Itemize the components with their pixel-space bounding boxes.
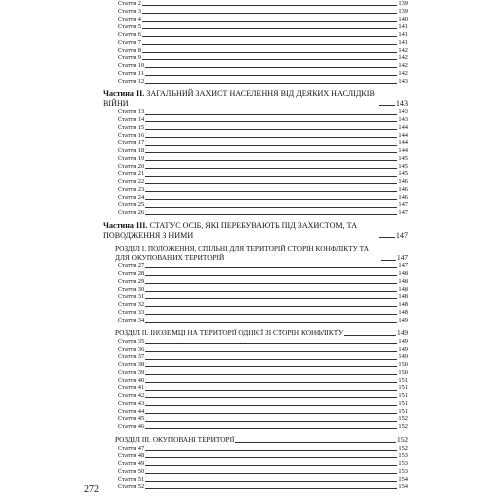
leader-dots <box>145 83 397 84</box>
toc-article-row[interactable] <box>103 270 408 278</box>
article-page: 150 <box>398 361 408 369</box>
toc-article-row[interactable] <box>103 62 408 70</box>
section2-article-list <box>103 338 408 431</box>
article-label: Стаття 7 <box>118 38 141 46</box>
leader-dots <box>145 298 397 299</box>
article-label: Стаття 28 <box>118 270 145 278</box>
leader-dots <box>344 335 396 336</box>
leader-dots <box>145 267 397 268</box>
leader-dots <box>145 176 397 177</box>
leader-dots <box>142 13 397 14</box>
leader-dots <box>145 160 397 161</box>
leader-dots <box>145 291 397 292</box>
article-label: Стаття 3 <box>118 7 141 15</box>
article-page: 152 <box>398 423 408 431</box>
article-label: Стаття 17 <box>118 139 145 147</box>
article-label: Стаття 37 <box>118 353 145 361</box>
part-3-label: Частина III. <box>103 220 148 230</box>
leader-dots <box>145 75 397 76</box>
article-page: 141 <box>398 31 408 38</box>
article-page: 143 <box>398 116 408 124</box>
article-label: Стаття 19 <box>118 154 145 162</box>
leader-dots <box>145 207 397 208</box>
leader-dots <box>145 405 397 406</box>
toc-article-row[interactable] <box>103 78 408 86</box>
article-label: Стаття 6 <box>118 31 141 38</box>
toc-article-row[interactable] <box>103 452 408 460</box>
article-page: 152 <box>398 415 408 423</box>
toc-article-row[interactable] <box>103 147 408 155</box>
toc-article-row[interactable] <box>103 178 408 186</box>
toc-article-row[interactable] <box>103 209 408 217</box>
toc-article-row[interactable] <box>103 460 408 468</box>
toc-article-row[interactable] <box>103 369 408 377</box>
article-page: 150 <box>398 368 408 376</box>
article-page: 145 <box>398 154 408 162</box>
article-label: Стаття 50 <box>118 467 145 475</box>
leader-dots <box>145 343 397 344</box>
toc-article-row[interactable] <box>103 155 408 163</box>
article-page: 149 <box>398 316 408 324</box>
toc-article-row[interactable] <box>103 384 408 392</box>
leader-dots <box>145 488 397 489</box>
article-label: Стаття 10 <box>118 62 145 69</box>
toc-article-row[interactable] <box>103 408 408 416</box>
article-page: 151 <box>398 384 408 392</box>
toc-article-row[interactable] <box>103 445 408 453</box>
toc-article-row[interactable] <box>103 116 408 124</box>
article-page: 143 <box>398 108 408 116</box>
article-label: Стаття 43 <box>118 399 145 407</box>
article-label: Стаття 39 <box>118 368 145 376</box>
leader-dots <box>145 465 397 466</box>
article-label: Стаття 12 <box>118 77 145 85</box>
toc-article-row[interactable] <box>103 54 408 62</box>
article-label: Стаття 22 <box>118 178 145 186</box>
part2-article-list <box>103 108 408 217</box>
article-page: 149 <box>398 337 408 345</box>
toc-article-row[interactable] <box>103 338 408 346</box>
toc-article-row[interactable] <box>103 309 408 317</box>
toc-article-row[interactable] <box>103 201 408 209</box>
article-page: 148 <box>398 277 408 285</box>
article-page: 146 <box>398 185 408 193</box>
section-1-title: РОЗДІЛ І. ПОЛОЖЕННЯ, СПІЛЬНІ ДЛЯ ТЕРИТОРІЙ СТОРІН КОНФЛІКТУ ТА ДЛЯ ОКУПОВАНИХ ТЕРИТОРІЙ <box>115 244 370 262</box>
part1-article-list <box>103 0 408 85</box>
leader-dots <box>145 199 397 200</box>
article-label: Стаття 4 <box>118 15 141 23</box>
leader-dots <box>145 129 397 130</box>
leader-dots <box>145 397 397 398</box>
article-label: Стаття 9 <box>118 54 141 62</box>
leader-dots <box>145 121 397 122</box>
toc-article-row[interactable] <box>103 23 408 31</box>
section-2-title: РОЗДІЛ ІІ. ІНОЗЕМЦІ НА ТЕРИТОРІЇ ОДНІЄЇ ЗІ СТОРІН КОНФЛІКТУ <box>115 328 344 338</box>
article-label: Стаття 40 <box>118 376 145 384</box>
leader-dots <box>145 114 397 115</box>
article-label: Стаття 13 <box>118 108 145 116</box>
article-label: Стаття 46 <box>118 423 145 431</box>
article-label: Стаття 25 <box>118 201 145 209</box>
article-label: Стаття 24 <box>118 193 145 201</box>
leader-dots <box>142 52 397 53</box>
article-page: 141 <box>398 38 408 46</box>
toc-part-3[interactable] <box>103 221 408 240</box>
section3-article-list <box>103 445 408 492</box>
article-label: Стаття 48 <box>118 452 145 460</box>
article-page: 146 <box>398 193 408 201</box>
article-label: Стаття 36 <box>118 345 145 353</box>
leader-dots <box>145 137 397 138</box>
article-page: 147 <box>398 209 408 217</box>
section-2-page: 149 <box>397 328 408 338</box>
article-label: Стаття 31 <box>118 293 145 301</box>
toc-article-row[interactable] <box>103 132 408 140</box>
leader-dots <box>145 450 397 451</box>
section1-article-list <box>103 262 408 324</box>
article-page: 145 <box>398 170 408 178</box>
article-page: 149 <box>398 353 408 361</box>
toc-article-row[interactable] <box>103 39 408 47</box>
toc-article-row[interactable] <box>103 70 408 78</box>
toc-part-2[interactable] <box>103 89 408 108</box>
article-page: 147 <box>398 201 408 209</box>
part-2-page: 143 <box>395 98 408 108</box>
article-label: Стаття 15 <box>118 123 145 131</box>
toc-article-row[interactable] <box>103 47 408 55</box>
leader-dots <box>145 390 397 391</box>
article-page: 154 <box>398 475 408 483</box>
article-page: 153 <box>398 467 408 475</box>
leader-dots <box>145 382 397 383</box>
leader-dots <box>381 260 396 261</box>
leader-dots <box>145 413 397 414</box>
leader-dots <box>145 374 397 375</box>
article-page: 148 <box>398 270 408 278</box>
leader-dots <box>145 366 397 367</box>
article-page: 142 <box>398 46 408 54</box>
article-label: Стаття 30 <box>118 285 145 293</box>
article-label: Стаття 45 <box>118 415 145 423</box>
page-number: 272 <box>84 484 99 495</box>
article-page: 143 <box>398 77 408 85</box>
toc-article-row[interactable] <box>103 124 408 132</box>
leader-dots <box>145 67 397 68</box>
part-2-label: Частина II. <box>103 89 145 99</box>
article-label: Стаття 8 <box>118 46 141 54</box>
article-page: 151 <box>398 376 408 384</box>
article-page: 148 <box>398 308 408 316</box>
toc-article-row[interactable] <box>103 0 408 8</box>
leader-dots <box>145 168 397 169</box>
toc-article-row[interactable] <box>103 361 408 369</box>
article-page: 148 <box>398 285 408 293</box>
article-label: Стаття 2 <box>118 0 141 7</box>
toc-article-row[interactable] <box>103 108 408 116</box>
article-page: 144 <box>398 147 408 155</box>
toc-article-row[interactable] <box>103 286 408 294</box>
toc-article-row[interactable] <box>103 170 408 178</box>
leader-dots <box>379 237 395 238</box>
toc-article-row[interactable] <box>103 163 408 171</box>
toc-article-row[interactable] <box>103 415 408 423</box>
toc-article-row[interactable] <box>103 400 408 408</box>
article-page: 139 <box>398 0 408 7</box>
toc-article-row[interactable] <box>103 353 408 361</box>
article-label: Стаття 47 <box>118 444 145 452</box>
article-page: 144 <box>398 139 408 147</box>
article-label: Стаття 42 <box>118 392 145 400</box>
part-3-title: СТАТУС ОСІБ, ЯКІ ПЕРЕБУВАЮТЬ ПІД ЗАХИСТОМ, ТА ПОВОДЖЕННЯ З НИМИ <box>103 220 358 240</box>
article-label: Стаття 18 <box>118 147 145 155</box>
toc-section-2[interactable] <box>103 329 408 338</box>
article-label: Стаття 14 <box>118 116 145 124</box>
article-page: 141 <box>398 23 408 31</box>
section-1-page: 147 <box>397 252 408 262</box>
leader-dots <box>145 183 397 184</box>
part-2-title: ЗАГАЛЬНИЙ ЗАХИСТ НАСЕЛЕННЯ ВІД ДЕЯКИХ НАСЛІДКІВ ВІЙНИ <box>103 89 375 108</box>
leader-dots <box>142 44 397 45</box>
article-page: 148 <box>398 293 408 301</box>
leader-dots <box>145 314 397 315</box>
article-label: Стаття 41 <box>118 384 145 392</box>
article-label: Стаття 5 <box>118 23 141 31</box>
toc-article-row[interactable] <box>103 31 408 39</box>
leader-dots <box>145 322 397 323</box>
article-page: 142 <box>398 62 408 69</box>
article-page: 148 <box>398 301 408 309</box>
leader-dots <box>145 421 397 422</box>
leader-dots <box>142 59 397 60</box>
article-page: 144 <box>398 131 408 139</box>
toc-article-row[interactable] <box>103 483 408 491</box>
part-3-page: 147 <box>395 230 408 240</box>
article-page: 153 <box>398 460 408 467</box>
article-label: Стаття 35 <box>118 337 145 345</box>
toc-article-row[interactable] <box>103 8 408 16</box>
article-page: 151 <box>398 399 408 407</box>
article-page: 153 <box>398 452 408 460</box>
toc-article-row[interactable] <box>103 194 408 202</box>
leader-dots <box>142 28 397 29</box>
article-page: 144 <box>398 123 408 131</box>
leader-dots <box>145 428 397 429</box>
toc-article-row[interactable] <box>103 346 408 354</box>
toc-article-row[interactable] <box>103 301 408 309</box>
toc-article-row[interactable] <box>103 317 408 325</box>
toc-article-row[interactable] <box>103 16 408 24</box>
toc-article-row[interactable] <box>103 262 408 270</box>
article-label: Стаття 34 <box>118 316 145 324</box>
toc-article-row[interactable] <box>103 423 408 431</box>
leader-dots <box>145 283 397 284</box>
toc-article-row[interactable] <box>103 392 408 400</box>
article-page: 146 <box>398 178 408 186</box>
article-label: Стаття 11 <box>118 69 144 77</box>
article-label: Стаття 21 <box>118 170 145 178</box>
article-label: Стаття 23 <box>118 185 145 193</box>
leader-dots <box>145 481 397 482</box>
article-page: 152 <box>398 444 408 452</box>
toc-section-1[interactable] <box>103 245 408 262</box>
section-3-title: РОЗДІЛ ІІІ. ОКУПОВАНІ ТЕРИТОРІЇ <box>115 434 235 444</box>
leader-dots <box>145 145 397 146</box>
toc-section-3[interactable] <box>103 436 408 445</box>
leader-dots <box>145 275 397 276</box>
leader-dots <box>145 359 397 360</box>
article-label: Стаття 29 <box>118 277 145 285</box>
leader-dots <box>142 21 397 22</box>
article-label: Стаття 52 <box>118 483 145 491</box>
article-page: 142 <box>398 54 408 62</box>
article-page: 149 <box>398 345 408 353</box>
toc-article-row[interactable] <box>103 278 408 286</box>
leader-dots <box>379 105 395 106</box>
toc-article-row[interactable] <box>103 293 408 301</box>
article-label: Стаття 44 <box>118 407 145 415</box>
toc-article-row[interactable] <box>103 186 408 194</box>
article-page: 140 <box>398 15 408 23</box>
article-page: 154 <box>398 483 408 491</box>
article-label: Стаття 20 <box>118 162 145 170</box>
article-label: Стаття 38 <box>118 361 145 369</box>
article-label: Стаття 33 <box>118 308 145 316</box>
leader-dots <box>145 351 397 352</box>
leader-dots <box>145 191 397 192</box>
article-label: Стаття 51 <box>118 475 145 483</box>
leader-dots <box>145 214 397 215</box>
leader-dots <box>145 473 397 474</box>
toc-article-row[interactable] <box>103 476 408 484</box>
article-label: Стаття 16 <box>118 131 145 139</box>
leader-dots <box>145 306 397 307</box>
article-page: 151 <box>398 407 408 415</box>
table-of-contents <box>103 0 408 491</box>
section-3-page: 152 <box>397 434 408 444</box>
toc-article-row[interactable] <box>103 139 408 147</box>
article-page: 145 <box>398 162 408 170</box>
part-3-heading <box>103 221 378 240</box>
leader-dots <box>142 5 397 6</box>
article-label: Стаття 27 <box>118 262 145 270</box>
toc-article-row[interactable] <box>103 377 408 385</box>
article-label: Стаття 32 <box>118 301 145 309</box>
article-page: 139 <box>398 7 408 15</box>
leader-dots <box>145 152 397 153</box>
article-page: 151 <box>398 392 408 400</box>
article-label: Стаття 26 <box>118 209 145 217</box>
leader-dots <box>142 36 397 37</box>
article-page: 147 <box>398 262 408 270</box>
part-2-heading <box>103 89 378 108</box>
toc-article-row[interactable] <box>103 468 408 476</box>
article-label: Стаття 49 <box>118 460 145 467</box>
leader-dots <box>145 457 397 458</box>
leader-dots <box>235 442 396 443</box>
article-page: 142 <box>398 69 408 77</box>
